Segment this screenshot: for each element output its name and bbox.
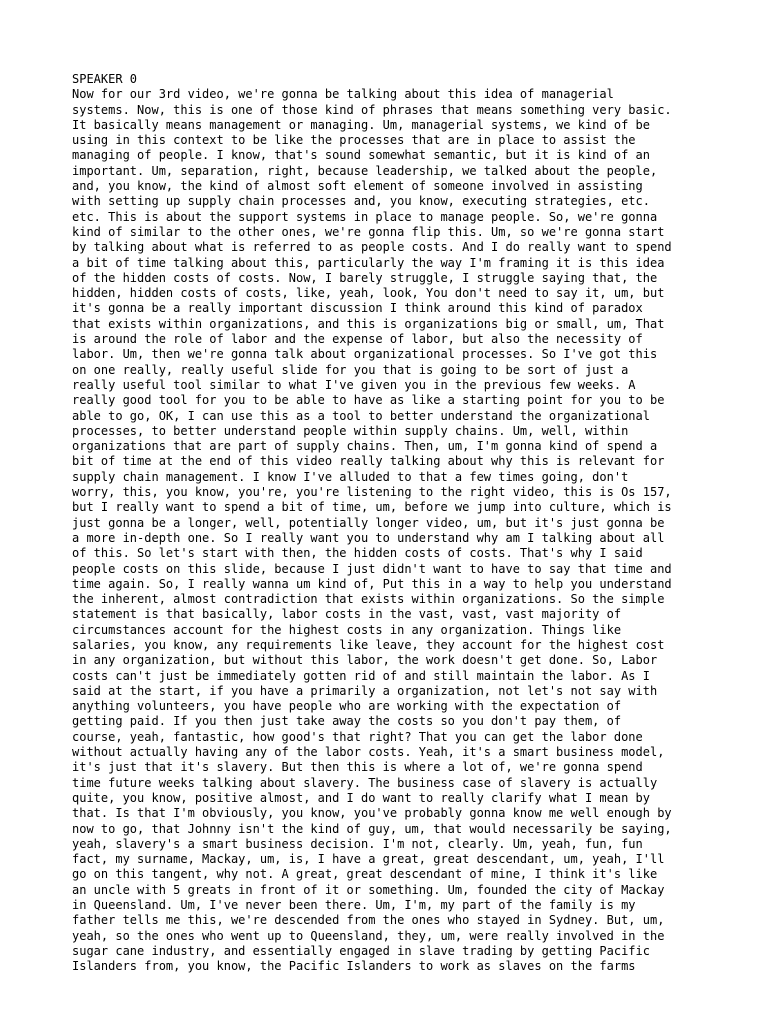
transcript-line: getting paid. If you then just take away the costs so you don't pay them, of	[72, 714, 622, 729]
transcript-line: Islanders from, you know, the Pacific Islanders to work as slaves on the farms	[72, 959, 636, 974]
transcript-line: systems. Now, this is one of those kind of phrases that means something very basic.	[72, 102, 672, 117]
transcript-line: go on this tangent, why not. A great, great descendant of mine, I think it's like	[72, 867, 658, 882]
transcript-line: really useful tool similar to what I've given you in the previous few weeks. A	[72, 377, 636, 392]
transcript-line: father tells me this, we're descended from the ones who stayed in Sydney. But, um,	[72, 913, 665, 928]
transcript-line: of this. So let's start with then, the hidden costs of costs. That's why I said	[72, 546, 643, 561]
transcript-line: just gonna be a longer, well, potentially longer video, um, but it's just gonna be	[72, 515, 665, 530]
transcript-line: course, yeah, fantastic, how good's that right? That you can get the labor done	[72, 729, 643, 744]
transcript-line: with setting up supply chain processes and, you know, executing strategies, etc.	[72, 194, 650, 209]
transcript-line: yeah, slavery's a smart business decision. I'm not, clearly. Um, yeah, fun, fun	[72, 836, 643, 851]
transcript-line: organizations that are part of supply chains. Then, um, I'm gonna kind of spend a	[72, 439, 658, 454]
transcript-line: costs can't just be immediately gotten rid of and still maintain the labor. As I	[72, 668, 650, 683]
transcript-line: but I really want to spend a bit of time, um, before we jump into culture, which is	[72, 500, 672, 515]
transcript-line: time again. So, I really wanna um kind of, Put this in a way to help you understand	[72, 576, 672, 591]
transcript-line: it's gonna be a really important discussion I think around this kind of paradox	[72, 301, 643, 316]
transcript-line: etc. This is about the support systems in place to manage people. So, we're gonna	[72, 209, 658, 224]
transcript-line: using in this context to be like the processes that are in place to assist the	[72, 133, 636, 148]
transcript-line: by talking about what is referred to as people costs. And I do really want to spend	[72, 240, 672, 255]
transcript-line: bit of time at the end of this video really talking about why this is relevant for	[72, 454, 665, 469]
transcript-line: kind of similar to the other ones, we're gonna flip this. Um, so we're gonna start	[72, 224, 665, 239]
transcript-line: that exists within organizations, and this is organizations big or small, um, That	[72, 316, 665, 331]
transcript-line: in Queensland. Um, I've never been there. Um, I'm, my part of the family is my	[72, 898, 636, 913]
transcript-line: said at the start, if you have a primarily a organization, not let's not say with	[72, 683, 658, 698]
transcript-line: on one really, really useful slide for you that is going to be sort of just a	[72, 362, 629, 377]
transcript-line: the inherent, almost contradiction that exists within organizations. So the simple	[72, 592, 665, 607]
transcript-line: yeah, so the ones who went up to Queensland, they, um, were really involved in the	[72, 928, 665, 943]
transcript-line: really good tool for you to be able to have as like a starting point for you to be	[72, 393, 665, 408]
transcript-body	[72, 87, 712, 974]
transcript-line: worry, this, you know, you're, you're listening to the right video, this is Os 157,	[72, 485, 672, 500]
transcript-line: circumstances account for the highest costs in any organization. Things like	[72, 622, 622, 637]
transcript-line: quite, you know, positive almost, and I do want to really clarify what I mean by	[72, 790, 650, 805]
transcript-line: Now for our 3rd video, we're gonna be talking about this idea of managerial	[72, 87, 614, 102]
transcript-line: processes, to better understand people within supply chains. Um, well, within	[72, 423, 629, 438]
transcript-line: is around the role of labor and the expense of labor, but also the necessity of	[72, 332, 643, 347]
transcript-line: salaries, you know, any requirements like leave, they account for the highest cost	[72, 637, 665, 652]
transcript-line: of the hidden costs of costs. Now, I barely struggle, I struggle saying that, the	[72, 270, 658, 285]
transcript-line: statement is that basically, labor costs in the vast, vast, vast majority of	[72, 607, 622, 622]
transcript-line: hidden, hidden costs of costs, like, yeah, look, You don't need to say it, um, but	[72, 286, 665, 301]
transcript-line: supply chain management. I know I've alluded to that a few times going, don't	[72, 469, 629, 484]
transcript-line: a bit of time talking about this, particularly the way I'm framing it is this idea	[72, 255, 665, 270]
transcript-line: fact, my surname, Mackay, um, is, I have a great, great descendant, um, yeah, I'll	[72, 852, 665, 867]
transcript-line: a more in-depth one. So I really want you to understand why am I talking about all	[72, 530, 665, 545]
transcript-line: important. Um, separation, right, because leadership, we talked about the people,	[72, 163, 658, 178]
transcript-line: it's just that it's slavery. But then this is where a lot of, we're gonna spend	[72, 760, 643, 775]
transcript-line: able to go, OK, I can use this as a tool to better understand the organizational	[72, 408, 650, 423]
transcript-line: now to go, that Johnny isn't the kind of guy, um, that would necessarily be saying,	[72, 821, 672, 836]
transcript-line: an uncle with 5 greats in front of it or something. Um, founded the city of Mackay	[72, 882, 665, 897]
transcript-line: and, you know, the kind of almost soft element of someone involved in assisting	[72, 179, 643, 194]
transcript-page	[72, 72, 712, 975]
transcript-line: It basically means management or managing. Um, managerial systems, we kind of be	[72, 117, 650, 132]
transcript-line: in any organization, but without this labor, the work doesn't get done. So, Labor	[72, 653, 658, 668]
transcript-line: that. Is that I'm obviously, you know, you've probably gonna know me well enough by	[72, 806, 672, 821]
transcript-line: time future weeks talking about slavery. The business case of slavery is actually	[72, 775, 658, 790]
transcript-line: labor. Um, then we're gonna talk about organizational processes. So I've got this	[72, 347, 658, 362]
transcript-line: sugar cane industry, and essentially engaged in slave trading by getting Pacific	[72, 943, 650, 958]
transcript-line: people costs on this slide, because I just didn't want to have to say that time and	[72, 561, 672, 576]
transcript-line: anything volunteers, you have people who are working with the expectation of	[72, 699, 622, 714]
transcript-line: managing of people. I know, that's sound somewhat semantic, but it is kind of an	[72, 148, 650, 163]
transcript-line: without actually having any of the labor costs. Yeah, it's a smart business model,	[72, 745, 665, 760]
speaker-label: SPEAKER 0	[72, 72, 138, 86]
